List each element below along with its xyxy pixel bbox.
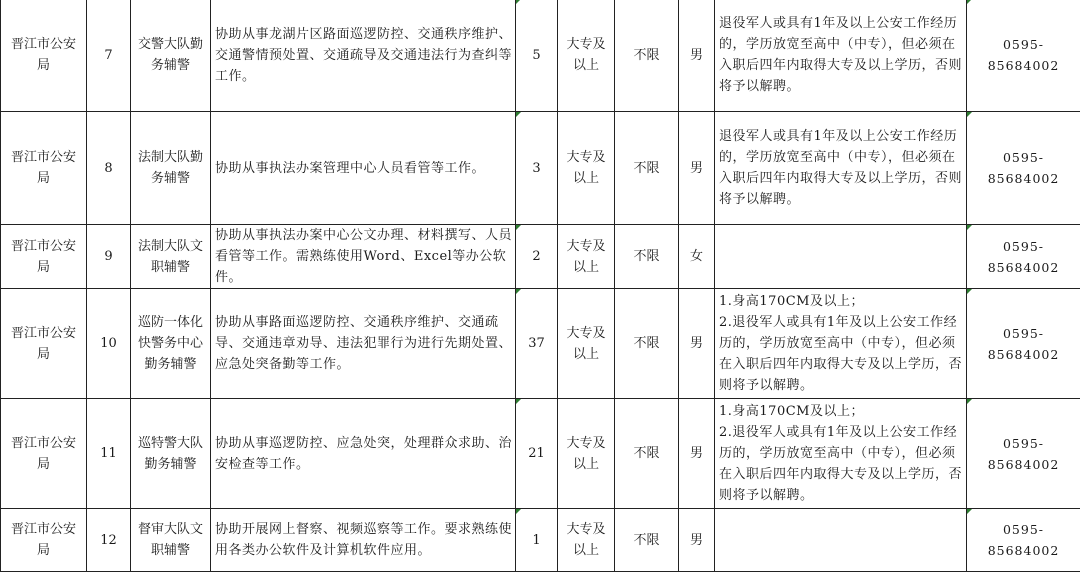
major-cell: 不限 — [615, 509, 679, 572]
major-cell: 不限 — [615, 225, 679, 289]
count-cell: 1 — [516, 509, 558, 572]
cell-marker-icon — [967, 225, 972, 230]
requirements-cell — [715, 399, 967, 509]
requirement-line: 退役军人或具有1年及以上公安工作经历的，学历放宽至高中（中专），但必须在入职后四年内取得大专及以上学历，否则将予以解聘。 — [719, 129, 963, 207]
table-row — [1, 399, 1080, 509]
unit-cell: 晋江市公安局 — [1, 289, 87, 399]
duties-cell: 协助从事执法办案中心公文办理、材料撰写、人员看管等工作。需熟练使用Word、Excel等办公软件。 — [211, 225, 516, 289]
table-row — [1, 225, 1080, 289]
unit-cell: 晋江市公安局 — [1, 225, 87, 289]
cell-marker-icon — [516, 509, 521, 514]
education-cell: 大专及以上 — [558, 289, 615, 399]
requirement-line: 退役军人或具有1年及以上公安工作经历的，学历放宽至高中（中专），但必须在入职后四年内取得大专及以上学历，否则将予以解聘。 — [719, 16, 963, 94]
duties-cell: 协助开展网上督察、视频巡察等工作。要求熟练使用各类办公软件及计算机软件应用。 — [211, 509, 516, 572]
phone-cell: 0595-85684002 — [967, 399, 1080, 509]
education-cell: 大专及以上 — [558, 509, 615, 572]
education-cell: 大专及以上 — [558, 225, 615, 289]
requirements-cell — [715, 0, 967, 112]
requirement-line: 2.退役军人或具有1年及以上公安工作经历的，学历放宽至高中（中专），但必须在入职后四年内取得大专及以上学历，否则将予以解聘。 — [719, 425, 963, 503]
requirements-cell — [715, 112, 967, 225]
requirements-cell — [715, 225, 967, 289]
gender-cell: 男 — [679, 399, 715, 509]
phone-cell: 0595-85684002 — [967, 509, 1080, 572]
cell-marker-icon — [516, 112, 521, 117]
phone-cell: 0595-85684002 — [967, 289, 1080, 399]
cell-marker-icon — [967, 112, 972, 117]
number-cell: 12 — [87, 509, 131, 572]
cell-marker-icon — [967, 399, 972, 404]
duties-cell: 协助从事路面巡逻防控、交通秩序维护、交通疏导、交通违章劝导、违法犯罪行为进行先期处置、应急处突备勤等工作。 — [211, 289, 516, 399]
unit-cell: 晋江市公安局 — [1, 399, 87, 509]
position-cell: 交警大队勤务辅警 — [131, 0, 211, 112]
number-cell: 9 — [87, 225, 131, 289]
cell-marker-icon — [516, 0, 521, 4]
count-cell: 37 — [516, 289, 558, 399]
major-cell: 不限 — [615, 289, 679, 399]
major-cell: 不限 — [615, 112, 679, 225]
count-cell: 2 — [516, 225, 558, 289]
duties-cell: 协助从事巡逻防控、应急处突，处理群众求助、治安检查等工作。 — [211, 399, 516, 509]
cell-marker-icon — [967, 0, 972, 4]
cell-marker-icon — [516, 289, 521, 294]
gender-cell: 男 — [679, 0, 715, 112]
count-cell: 3 — [516, 112, 558, 225]
position-cell: 法制大队勤务辅警 — [131, 112, 211, 225]
table-row — [1, 0, 1080, 112]
position-cell: 巡防一体化快警务中心勤务辅警 — [131, 289, 211, 399]
unit-cell: 晋江市公安局 — [1, 112, 87, 225]
position-cell: 法制大队文职辅警 — [131, 225, 211, 289]
duties-cell: 协助从事龙湖片区路面巡逻防控、交通秩序维护、交通警情预处置、交通疏导及交通违法行为查纠等工作。 — [211, 0, 516, 112]
table-row — [1, 289, 1080, 399]
major-cell: 不限 — [615, 0, 679, 112]
number-cell: 7 — [87, 0, 131, 112]
cell-marker-icon — [516, 225, 521, 230]
phone-cell: 0595-85684002 — [967, 112, 1080, 225]
cell-marker-icon — [516, 399, 521, 404]
gender-cell: 男 — [679, 112, 715, 225]
table-body — [1, 0, 1080, 572]
requirements-cell — [715, 509, 967, 572]
gender-cell: 女 — [679, 225, 715, 289]
count-cell: 21 — [516, 399, 558, 509]
requirements-cell — [715, 289, 967, 399]
unit-cell: 晋江市公安局 — [1, 0, 87, 112]
cell-marker-icon — [967, 289, 972, 294]
duties-cell: 协助从事执法办案管理中心人员看管等工作。 — [211, 112, 516, 225]
education-cell: 大专及以上 — [558, 399, 615, 509]
table-row — [1, 112, 1080, 225]
number-cell: 11 — [87, 399, 131, 509]
major-cell: 不限 — [615, 399, 679, 509]
education-cell: 大专及以上 — [558, 112, 615, 225]
position-cell: 督审大队文职辅警 — [131, 509, 211, 572]
phone-cell: 0595-85684002 — [967, 225, 1080, 289]
cell-marker-icon — [967, 509, 972, 514]
requirement-line: 2.退役军人或具有1年及以上公安工作经历的，学历放宽至高中（中专），但必须在入职后四年内取得大专及以上学历，否则将予以解聘。 — [719, 315, 963, 393]
education-cell: 大专及以上 — [558, 0, 615, 112]
gender-cell: 男 — [679, 509, 715, 572]
gender-cell: 男 — [679, 289, 715, 399]
table-row — [1, 509, 1080, 572]
position-cell: 巡特警大队勤务辅警 — [131, 399, 211, 509]
count-cell: 5 — [516, 0, 558, 112]
unit-cell: 晋江市公安局 — [1, 509, 87, 572]
number-cell: 8 — [87, 112, 131, 225]
number-cell: 10 — [87, 289, 131, 399]
requirement-line: 1.身高170CM及以上； — [719, 404, 864, 419]
phone-cell: 0595-85684002 — [967, 0, 1080, 112]
requirement-line: 1.身高170CM及以上； — [719, 294, 864, 309]
